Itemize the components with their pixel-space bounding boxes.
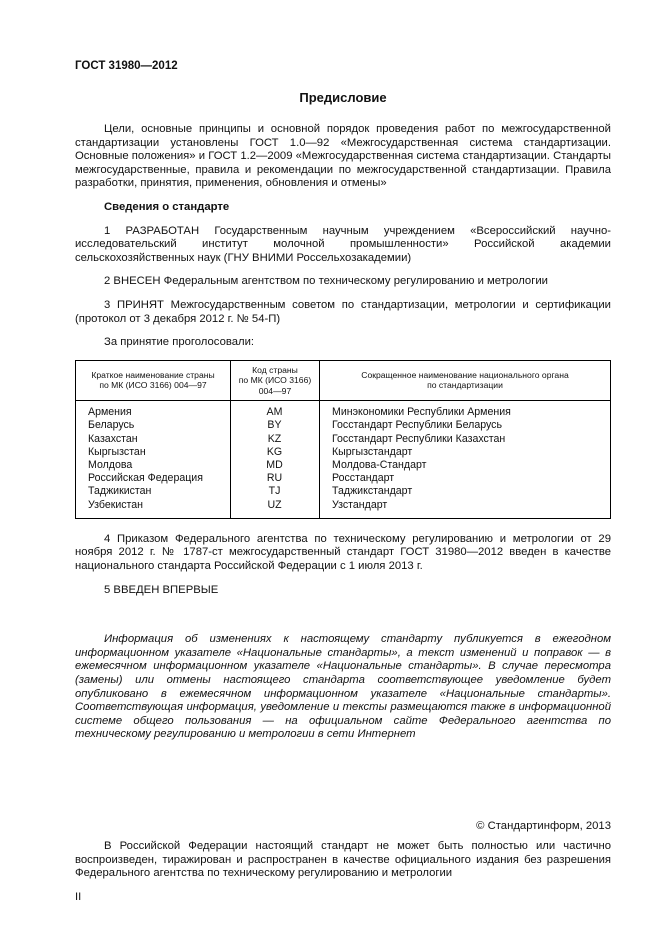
table-row [76,419,611,432]
standard-info-heading: Сведения о стандарте [104,200,230,213]
reproduction-notice: В Российской Федерации настоящий стандарт не может быть полностью или частично воспроизведен, тиражирован и распространен в качестве официального издания без разрешения Федерального агентства по техническому регулированию и метрологии [75,839,611,880]
clause-first-edition: 5 ВВЕДЕН ВПЕРВЫЕ [104,583,219,596]
body-cell: Госстандарт Республики Беларусь [320,419,611,432]
header-line: Код страны [252,364,298,375]
vote-table-body [76,401,611,519]
country-cell: Кыргызстан [76,446,231,459]
country-cell: Таджикистан [76,485,231,498]
header-line: по МК (ИСО 3166) 004—97 [238,375,312,396]
country-cell: Беларусь [76,419,231,432]
header-line: по стандартизации [427,380,503,391]
table-header-body [320,360,611,401]
code-cell: KZ [231,433,320,446]
body-cell: Госстандарт Республики Казахстан [320,433,611,446]
body-cell: Кыргызстандарт [320,446,611,459]
body-cell: Молдова-Стандарт [320,459,611,472]
page-title: Предисловие [299,90,387,105]
header-line: Краткое наименование страны [91,369,215,380]
clause-developed: 1 РАЗРАБОТАН Государственным научным учреждением «Всероссийский научно-исследовательский институт молочной промышленности» Российской академии сельскохозяйственных наук (ГНУ ВНИМИ Россельхозакадемии) [75,224,611,264]
body-cell: Таджикстандарт [320,485,611,498]
vote-label: За принятие проголосовали: [104,336,255,349]
table-row [76,472,611,485]
code-cell: RU [231,472,320,485]
copyright-notice: © Стандартинформ, 2013 [476,819,611,832]
code-cell: BY [231,419,320,432]
clause-adopted: 3 ПРИНЯТ Межгосударственным советом по стандартизации, метрологии и сертификации (протокол от 3 декабря 2012 г. № 54-П) [75,298,611,325]
country-cell: Казахстан [76,433,231,446]
table-header-code [231,360,320,401]
body-cell: Росстандарт [320,472,611,485]
doc-number: ГОСТ 31980—2012 [75,60,178,72]
code-cell: KG [231,446,320,459]
table-header-country [76,360,231,401]
page-number: II [75,890,82,903]
table-row [76,401,611,420]
intro-paragraph: Цели, основные принципы и основной порядок проведения работ по межгосударственной стандартизации установлены ГОСТ 1.0—92 «Межгосударственная система стандартизации. Основные положения» и ГОСТ 1.2—2009 «Межгосударственная система стандартизации. Стандарты межгосударственные, правила и рекомендации по межгосударственной стандартизации. Правила разработки, принятия, применения, обновления и отмены» [75,123,611,190]
country-cell: Российская Федерация [76,472,231,485]
code-cell: TJ [231,485,320,498]
table-row [76,446,611,459]
clause-submitted: 2 ВНЕСЕН Федеральным агентством по техническому регулированию и метрологии [104,275,548,288]
header-line: Сокращенное наименование национального органа [361,369,569,380]
header-line: по МК (ИСО 3166) 004—97 [99,380,207,391]
table-row [76,499,611,519]
vote-table-head [76,360,611,401]
code-cell: AM [231,401,320,420]
body-cell: Узстандарт [320,499,611,519]
table-row [76,459,611,472]
code-cell: MD [231,459,320,472]
clause-national-adoption: 4 Приказом Федерального агентства по техническому регулированию и метрологии от 29 ноября 2012 г. № 1787-ст межгосударственный стандарт ГОСТ 31980—2012 введен в качестве национального стандарта Российской Федерации с 1 июля 2013 г. [75,532,611,573]
country-cell: Армения [76,401,231,420]
code-cell: UZ [231,499,320,519]
body-cell: Минэкономики Республики Армения [320,401,611,420]
vote-table [75,360,611,519]
changes-info-paragraph: Информация об изменениях к настоящему стандарту публикуется в ежегодном информационном указателе «Национальные стандарты», а текст изменений и поправок — в ежемесячном информационном указателе «Национальные стандарты». В случае пересмотра (замены) или отмены настоящего стандарта соответствующее уведомление будет опубликовано в ежемесячном информационном указателе «Национальные стандарты». Соответствующая информация, уведомление и тексты размещаются также в информационной системе общего пользования — на официальном сайте Федерального агентства по техническому регулированию и метрологии в сети Интернет [75,633,611,741]
table-header-row [76,360,611,401]
country-cell: Молдова [76,459,231,472]
table-row [76,433,611,446]
country-cell: Узбекистан [76,499,231,519]
table-row [76,485,611,498]
